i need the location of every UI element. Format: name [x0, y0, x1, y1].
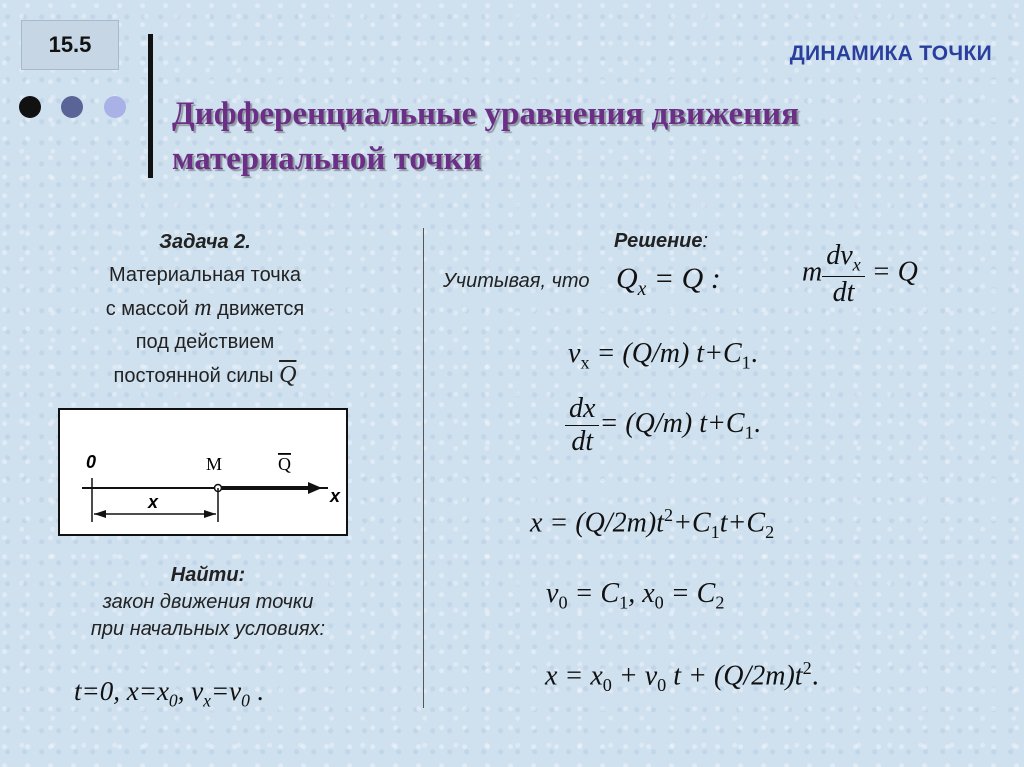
cond-v: v [191, 676, 204, 706]
eq1-rhs: = Q : [646, 262, 721, 295]
cond-t: t=0, [74, 676, 127, 706]
eq4-text: = (Q/m) t+C [599, 407, 745, 439]
find-section [40, 562, 376, 643]
find-line-1: закон движения точки [102, 591, 314, 613]
cond-sep: , [177, 676, 192, 706]
cond-end: . [249, 676, 264, 706]
equation-dxdt [565, 393, 761, 458]
force-variable: $\overline{Q}$ [279, 362, 297, 388]
eq5-a: x = (Q/2m)t [530, 507, 664, 539]
eq5-b-sub: 1 [710, 521, 720, 542]
eq7-a-sub: 0 [602, 674, 612, 695]
distance-label: x [148, 492, 159, 512]
equation-velocity [568, 338, 758, 374]
eq1-lhs-sub: x [637, 279, 647, 300]
problem-line-1: Материальная точка [108, 264, 302, 286]
nav-dot-2[interactable] [61, 96, 83, 118]
eq7-end: . [811, 660, 819, 692]
initial-conditions [74, 676, 263, 711]
eq2-mass: m [802, 256, 823, 288]
find-line-2: при начальных условиях: [90, 618, 326, 640]
eq4-fraction [565, 393, 599, 458]
eq2-rhs: = Q [864, 256, 918, 288]
nav-dot-3[interactable] [104, 96, 126, 118]
eq6-d: = C [663, 578, 716, 609]
eq3-end: . [750, 338, 758, 369]
eq2-numerator [822, 240, 865, 276]
eq5-c-sub: 2 [765, 521, 775, 542]
solution-heading-colon: : [702, 230, 709, 252]
distance-arrow-left [94, 510, 106, 518]
eq6-c: , x [628, 578, 655, 609]
motion-diagram [58, 408, 348, 536]
eq5-sup: 2 [663, 505, 674, 525]
problem-statement [50, 226, 360, 393]
cond-x-sub: 0 [168, 690, 178, 711]
eq3-c-sub: 1 [741, 352, 751, 373]
page-title [172, 92, 972, 182]
eq6-d-sub: 2 [715, 592, 725, 613]
cond-eq: =v [210, 676, 242, 706]
problem-line-2-prefix: с массой [105, 298, 195, 320]
eq5-b: +C [673, 507, 711, 539]
eq6-a-sub: 0 [558, 592, 568, 613]
eq4-numerator: dx [569, 393, 596, 424]
equation-final-law [545, 658, 819, 696]
problem-line-4 [50, 359, 360, 393]
equation-newton [802, 240, 918, 309]
section-title: ДИНАМИКА ТОЧКИ [789, 42, 992, 65]
cond-v0-sub: 0 [241, 690, 250, 711]
cond-v-sub: x [203, 690, 211, 711]
solution-heading-text: Решение [614, 230, 703, 252]
eq6-b-sub: 1 [619, 592, 629, 613]
eq2-num-sub: x [852, 254, 861, 275]
eq2-fraction [822, 240, 865, 309]
nav-dot-1[interactable] [19, 96, 41, 118]
force-arrowhead [308, 482, 322, 494]
force-label: Q [278, 454, 291, 474]
problem-line-4-prefix: постоянной силы [113, 365, 280, 387]
eq6-a: v [546, 578, 559, 609]
eq7-sup: 2 [802, 658, 812, 678]
equation-position-general [530, 505, 774, 543]
equation-constants [546, 578, 724, 614]
axis-label: x [330, 486, 341, 506]
equation-force-projection [616, 262, 721, 301]
origin-label: 0 [86, 452, 97, 472]
eq6-b: = C [567, 578, 620, 609]
eq7-c: t + (Q/2m)t [666, 660, 803, 692]
problem-heading: Задача 2. [159, 231, 251, 253]
problem-line-2-suffix: движется [211, 298, 305, 320]
problem-line-2 [50, 292, 360, 326]
eq2-num-text: dv [826, 240, 853, 271]
cond-x: x=x [126, 676, 169, 706]
eq7-a: x = x [545, 660, 603, 692]
eq7-b: + v [611, 660, 658, 692]
eq3-v: v [568, 338, 581, 369]
find-heading: Найти: [170, 564, 246, 586]
eq1-lhs: Q [616, 262, 638, 295]
eq6-c-sub: 0 [654, 592, 664, 613]
title-divider-bar [148, 34, 153, 178]
mass-variable: m [194, 295, 212, 321]
column-divider [423, 228, 424, 708]
eq4-end: . [753, 407, 761, 439]
eq3-v-sub: x [580, 352, 590, 373]
eq4-c-sub: 1 [744, 422, 754, 443]
motion-diagram-svg [60, 410, 346, 534]
solution-heading [614, 230, 708, 253]
eq2-denominator: dt [822, 276, 865, 309]
distance-arrow-right [204, 510, 216, 518]
slide-number-badge: 15.5 [21, 20, 119, 70]
page-title-line-1: Дифференциальные уравнения движения [172, 96, 800, 132]
given-text: Учитывая, что [443, 270, 590, 292]
problem-line-3: под действием [135, 331, 275, 353]
eq5-c: t+C [719, 507, 766, 539]
eq3-text: = (Q/m) t+C [589, 338, 742, 369]
point-m-label: M [206, 454, 223, 474]
eq7-b-sub: 0 [657, 674, 667, 695]
page-title-line-2: материальной точки [172, 141, 482, 177]
eq4-denominator: dt [565, 425, 599, 458]
